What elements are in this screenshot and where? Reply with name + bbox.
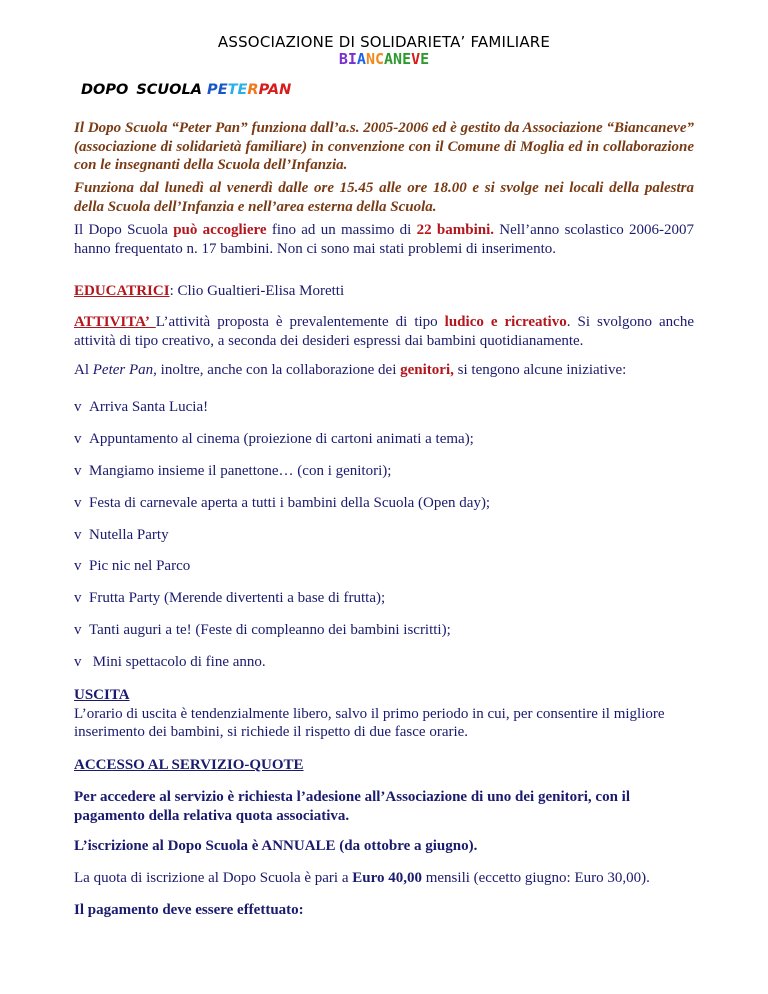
attivita-bold: ludico e ricreativo — [444, 314, 567, 330]
peterpan-letter: R — [247, 82, 259, 98]
attivita-label: ATTIVITA’ — [74, 314, 156, 330]
capacity-text-2: fino ad un massimo di — [266, 222, 417, 238]
list-item — [74, 558, 190, 575]
uscita-section — [74, 686, 694, 742]
quota-text-2: mensili (eccetto giugno: Euro 30,00). — [421, 870, 650, 886]
intro-paragraph-2: Funziona dal lunedì al venerdì dalle ore 15.45 alle ore 18.00 e si svolge nei locali della palestra della Scuola dell’Infanzia e nell’area esterna della Scuola. — [74, 180, 694, 215]
list-item-text: Appuntamento al cinema (proiezione di cartoni animati a tema); — [89, 431, 474, 447]
accesso-paragraph-1: Per accedere al servizio è richiesta l’adesione all’Associazione di uno dei genitori, con il pagamento della relativa quota associativa. — [74, 789, 631, 824]
scuola-word: SCUOLA — [136, 82, 202, 98]
accesso-title — [74, 756, 694, 775]
biancaneve-letter: C — [374, 50, 384, 68]
list-item — [74, 399, 208, 416]
uscita-text: L’orario di uscita è tendenzialmente libero, salvo il primo periodo in cui, per consentire il migliore inserimento dei bambini, si richiede il rispetto di due fasce orarie. — [74, 705, 665, 740]
list-item-text: Arriva Santa Lucia! — [89, 399, 209, 415]
list-item — [74, 590, 385, 607]
bullet-marker: v — [74, 622, 82, 638]
peterpan-letter: T — [227, 82, 238, 98]
list-item — [74, 622, 451, 639]
bullet-marker: v — [74, 558, 82, 574]
attivita-text-2: . Si svolgono anche attività di tipo creativo, a seconda dei desideri espressi dai bambini quotidianamente. — [74, 314, 694, 349]
list-item-text: Nutella Party — [89, 527, 169, 543]
educatrici-paragraph — [74, 282, 694, 301]
biancaneve-letter: N — [365, 50, 375, 68]
biancaneve-letter: E — [402, 50, 412, 68]
intro-paragraph-1: Il Dopo Scuola “Peter Pan” funziona dall’a.s. 2005-2006 ed è gestito da Associazione “Biancaneve” (associazione di solidarietà familiare) in convenzione con il Comune di Moglia ed in collaborazione con le insegnanti della Scuola dell’Infanzia. — [74, 120, 694, 173]
bullet-marker: v — [74, 431, 82, 447]
peterpan-letter: N — [279, 82, 292, 98]
dopo-scuola-heading — [81, 82, 291, 98]
dopo-word: DOPO — [81, 82, 129, 98]
accesso-paragraph-3 — [74, 869, 694, 888]
peterpan-letter: A — [267, 82, 280, 98]
capacity-bold-2: 22 bambini. — [416, 222, 495, 238]
quota-text-1: La quota di iscrizione al Dopo Scuola è pari a — [74, 870, 353, 886]
biancaneve-letter: A — [384, 50, 394, 68]
list-item — [74, 495, 490, 512]
accesso-paragraph-4: Il pagamento deve essere effettuato: — [74, 902, 304, 918]
biancaneve-letter: N — [393, 50, 403, 68]
capacity-text-3: Nell’anno scolastico 2006-2007 hanno frequentato n. 17 bambini. Non ci sono mai stati problemi di inserimento. — [74, 222, 695, 257]
list-item-text: Mangiamo insieme il panettone… (con i genitori); — [89, 463, 392, 479]
biancaneve-letter: I — [347, 50, 357, 68]
biancaneve-letter: A — [356, 50, 366, 68]
accesso-title-text: ACCESSO AL SERVIZIO-QUOTE — [74, 757, 304, 773]
biancaneve-letter: B — [338, 50, 348, 68]
accesso-paragraph-2: L’iscrizione al Dopo Scuola è ANNUALE (da ottobre a giugno). — [74, 838, 478, 854]
bullet-marker: v — [74, 590, 82, 606]
educatrici-text: : Clio Gualtieri-Elisa Moretti — [169, 283, 345, 299]
list-item-text: Frutta Party (Merende divertenti a base di frutta); — [89, 590, 386, 606]
peterpan-intro-italic: Peter Pan — [92, 362, 154, 378]
list-item — [74, 463, 391, 480]
attivita-text-1: L’attività proposta è prevalentemente di tipo — [155, 314, 445, 330]
peterpan-intro-text-1: Al — [74, 362, 93, 378]
list-item-text: Mini spettacolo di fine anno. — [89, 654, 266, 670]
peterpan-letter: P — [258, 82, 268, 98]
peterpan-letter: E — [237, 82, 248, 98]
association-title: ASSOCIAZIONE DI SOLIDARIETA’ FAMILIARE — [217, 33, 551, 51]
capacity-paragraph — [74, 221, 694, 258]
list-item-text: Tanti auguri a te! (Feste di compleanno dei bambini iscritti); — [89, 622, 451, 638]
biancaneve-title — [0, 50, 768, 68]
peterpan-intro-text-2: , inoltre, anche con la collaborazione dei — [153, 362, 401, 378]
peterpan-letter: P — [207, 82, 218, 98]
quota-bold: Euro 40,00 — [352, 870, 422, 886]
capacity-bold-1: può accogliere — [173, 222, 267, 238]
peterpan-letter: E — [217, 82, 228, 98]
educatrici-label: EDUCATRICI — [74, 283, 170, 299]
bullet-marker: v — [74, 495, 82, 511]
capacity-text-1: Il Dopo Scuola — [74, 222, 174, 238]
bullet-marker: v — [74, 654, 82, 670]
list-item-text: Festa di carnevale aperta a tutti i bambini della Scuola (Open day); — [89, 495, 491, 511]
biancaneve-letter: V — [411, 50, 421, 68]
peterpan-intro-paragraph — [74, 361, 694, 380]
list-item-text: Pic nic nel Parco — [89, 558, 191, 574]
peterpan-intro-text-3: si tengono alcune iniziative: — [453, 362, 627, 378]
bullet-marker: v — [74, 527, 82, 543]
bullet-marker: v — [74, 399, 82, 415]
list-item — [74, 431, 474, 448]
uscita-title: USCITA — [74, 687, 130, 703]
list-item — [74, 527, 169, 544]
bullet-marker: v — [74, 463, 82, 479]
list-item — [74, 654, 266, 671]
peterpan-title — [207, 82, 291, 98]
attivita-paragraph — [74, 313, 694, 350]
biancaneve-letter: E — [420, 50, 430, 68]
peterpan-intro-bold: genitori, — [400, 362, 454, 378]
